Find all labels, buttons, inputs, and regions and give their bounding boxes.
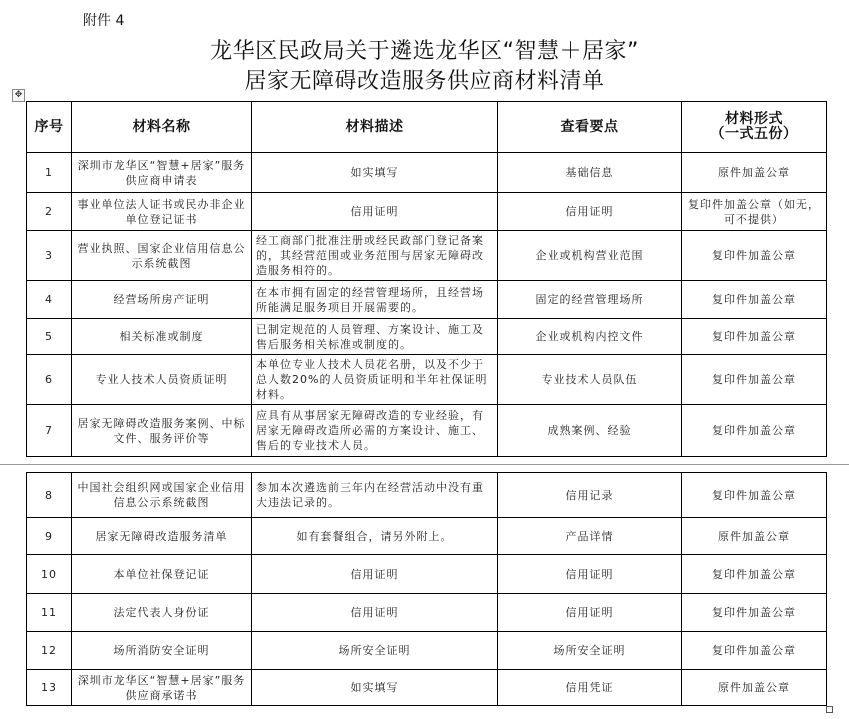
header-material-form (682, 102, 827, 153)
header-form-line-2: （一式五份） (710, 126, 798, 142)
cell-point: 专业技术人员队伍 (498, 355, 682, 405)
cell-desc: 已制定规范的人员管理、方案设计、施工及售后服务相关标准或制度的。 (252, 319, 498, 355)
cell-point: 产品详情 (498, 518, 682, 555)
cell-name: 居家无障碍改造服务清单 (72, 518, 252, 555)
cell-name: 深圳市龙华区“智慧+居家”服务供应商申请表 (72, 153, 252, 193)
cell-desc: 如实填写 (252, 670, 498, 706)
cell-form: 复印件加盖公章 (682, 473, 827, 518)
cell-point: 信用证明 (498, 555, 682, 594)
table-header-row (27, 102, 827, 153)
cell-point: 信用证明 (498, 193, 682, 231)
cell-desc: 场所安全证明 (252, 632, 498, 670)
table-row (27, 231, 827, 281)
cell-point: 基础信息 (498, 153, 682, 193)
table-row (27, 473, 827, 518)
cell-name: 专业人技术人员资质证明 (72, 355, 252, 405)
cell-point: 信用凭证 (498, 670, 682, 706)
cell-name: 相关标准或制度 (72, 319, 252, 355)
cell-no: 13 (27, 670, 72, 706)
cell-form: 原件加盖公章 (682, 670, 827, 706)
cell-no: 7 (27, 405, 72, 457)
table-row (27, 555, 827, 594)
document-title-line-1: 龙华区民政局关于遴选龙华区“智慧＋居家” (210, 39, 639, 64)
page-break-divider (0, 464, 849, 465)
table-row (27, 193, 827, 231)
cell-form: 复印件加盖公章 (682, 555, 827, 594)
cell-form: 复印件加盖公章 (682, 355, 827, 405)
table-row (27, 670, 827, 706)
cell-no: 11 (27, 594, 72, 632)
cell-desc: 信用证明 (252, 594, 498, 632)
table-row (27, 518, 827, 555)
cell-name: 营业执照、国家企业信用信息公示系统截图 (72, 231, 252, 281)
cell-no: 9 (27, 518, 72, 555)
document-title-line-2: 居家无障碍改造服务供应商材料清单 (244, 69, 605, 94)
cell-no: 5 (27, 319, 72, 355)
cell-form: 复印件加盖公章 (682, 594, 827, 632)
table-row (27, 355, 827, 405)
cell-point: 场所安全证明 (498, 632, 682, 670)
cell-desc: 参加本次遴选前三年内在经营活动中没有重大违法记录的。 (252, 473, 498, 518)
cell-desc: 在本市拥有固定的经营管理场所，且经营场所能满足服务项目开展需要的。 (252, 281, 498, 319)
attachment-label: 附件 4 (83, 13, 125, 29)
cell-desc: 如有套餐组合，请另外附上。 (252, 518, 498, 555)
cell-desc: 信用证明 (252, 193, 498, 231)
cell-no: 12 (27, 632, 72, 670)
header-form-line-1: 材料形式 (725, 111, 783, 127)
table-row (27, 319, 827, 355)
header-material-name: 材料名称 (72, 102, 252, 153)
cell-form: 复印件加盖公章 (682, 281, 827, 319)
cell-point: 固定的经营管理场所 (498, 281, 682, 319)
header-material-description: 材料描述 (252, 102, 498, 153)
cell-point: 企业或机构内控文件 (498, 319, 682, 355)
page-corner-marker (826, 706, 833, 713)
cell-no: 1 (27, 153, 72, 193)
cell-name: 经营场所房产证明 (72, 281, 252, 319)
table-row (27, 632, 827, 670)
cell-form: 复印件加盖公章 (682, 632, 827, 670)
cell-name: 场所消防安全证明 (72, 632, 252, 670)
cell-no: 4 (27, 281, 72, 319)
cell-no: 10 (27, 555, 72, 594)
cell-point: 成熟案例、经验 (498, 405, 682, 457)
cell-name: 深圳市龙华区“智慧+居家”服务供应商承诺书 (72, 670, 252, 706)
cell-form: 原件加盖公章 (682, 518, 827, 555)
table-move-handle-icon[interactable]: ✥ (12, 89, 25, 102)
cell-no: 2 (27, 193, 72, 231)
cell-form: 复印件加盖公章 (682, 405, 827, 457)
cell-form: 复印件加盖公章（如无，可不提供） (682, 193, 827, 231)
materials-table-part-2 (26, 472, 827, 706)
cell-name: 事业单位法人证书或民办非企业单位登记证书 (72, 193, 252, 231)
cell-name: 本单位社保登记证 (72, 555, 252, 594)
header-no: 序号 (27, 102, 72, 153)
cell-desc: 经工商部门批准注册或经民政部门登记备案的，其经营范围或业务范围与居家无障碍改造服务相符的。 (252, 231, 498, 281)
cell-no: 6 (27, 355, 72, 405)
cell-name: 法定代表人身份证 (72, 594, 252, 632)
table-row (27, 153, 827, 193)
cell-no: 3 (27, 231, 72, 281)
cell-form: 复印件加盖公章 (682, 319, 827, 355)
cell-desc: 如实填写 (252, 153, 498, 193)
cell-desc: 本单位专业人技术人员花名册，以及不少于总人数20%的人员资质证明和半年社保证明材料。 (252, 355, 498, 405)
cell-form: 原件加盖公章 (682, 153, 827, 193)
cell-point: 信用证明 (498, 594, 682, 632)
cell-no: 8 (27, 473, 72, 518)
table-row (27, 405, 827, 457)
cell-name: 中国社会组织网或国家企业信用信息公示系统截图 (72, 473, 252, 518)
materials-table-part-1 (26, 101, 827, 457)
table-row (27, 594, 827, 632)
cell-point: 企业或机构营业范围 (498, 231, 682, 281)
header-check-point: 查看要点 (498, 102, 682, 153)
cell-desc: 信用证明 (252, 555, 498, 594)
table-row (27, 281, 827, 319)
cell-desc: 应具有从事居家无障碍改造的专业经验，有居家无障碍改造所必需的方案设计、施工、售后的专业技术人员。 (252, 405, 498, 457)
cell-name: 居家无障碍改造服务案例、中标文件、服务评价等 (72, 405, 252, 457)
cell-point: 信用记录 (498, 473, 682, 518)
cell-form: 复印件加盖公章 (682, 231, 827, 281)
